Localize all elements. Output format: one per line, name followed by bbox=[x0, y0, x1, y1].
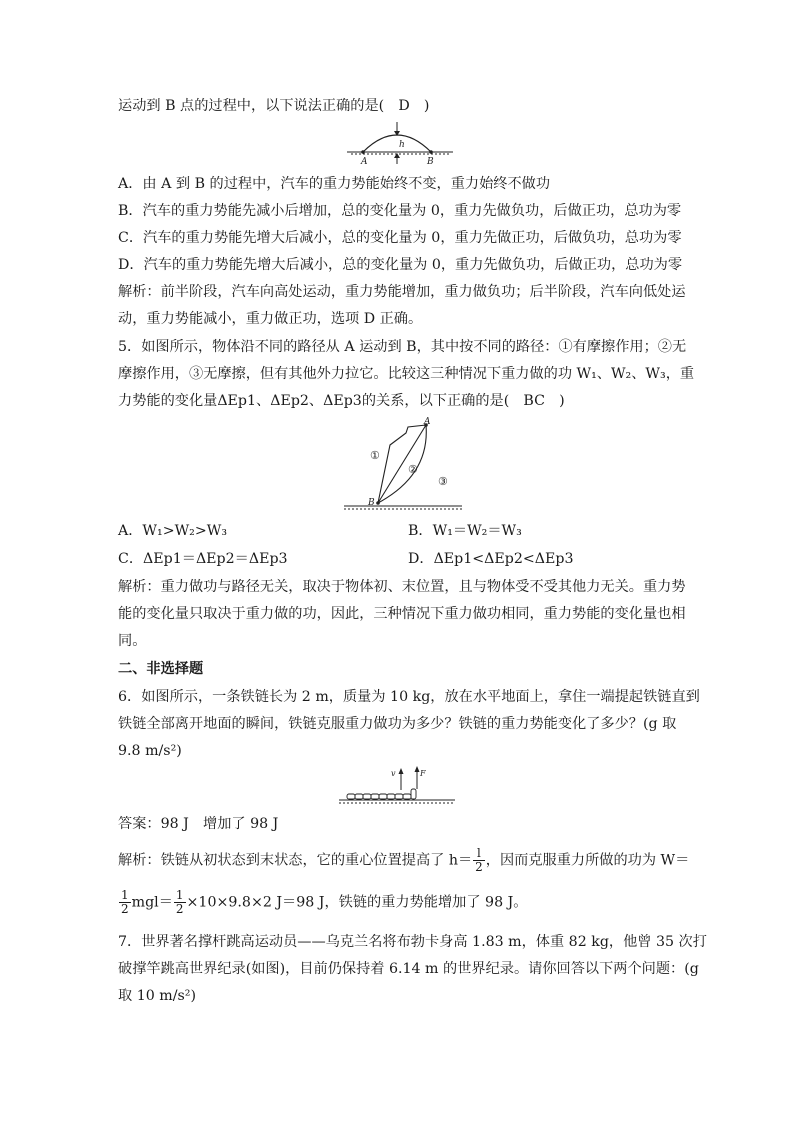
q4-analysis-line-1: 解析：前半阶段，汽车向高处运动，重力势能增加，重力做负功；后半阶段，汽车向低处运 bbox=[118, 284, 686, 300]
q4-analysis-line-2: 动，重力势能减小，重力做正功，选项 D 正确。 bbox=[118, 311, 423, 327]
q4-option-a: A．由 A 到 B 的过程中，汽车的重力势能始终不变，重力始终不做功 bbox=[118, 176, 551, 192]
q5-option-c: C．ΔEp1＝ΔEp2＝ΔEp3 bbox=[118, 551, 288, 567]
force-arrow-head bbox=[415, 766, 420, 772]
q7-stem-line-1: 7．世界著名撑杆跳高运动员——乌克兰名将布勃卡身高 1.83 m，体重 82 kg，他曾 35 次打 bbox=[118, 934, 707, 950]
q5-option-a: A．W₁>W₂>W₃ bbox=[118, 523, 228, 539]
q6-analysis-line-2 bbox=[118, 889, 528, 916]
label-h: h bbox=[399, 140, 405, 150]
q7-stem-line-2: 破撑竿跳高世界纪录(如图)，目前仍保持着 6.14 m 的世界纪录。请你回答以下两个问题：(g bbox=[118, 961, 699, 977]
fraction-one-half bbox=[119, 889, 131, 916]
label-path-2: ② bbox=[408, 463, 418, 476]
label-path-1: ① bbox=[370, 449, 380, 462]
point-b-dot bbox=[429, 150, 433, 154]
q4-option-d: D．汽车的重力势能先增大后减小，总的变化量为 0，重力先做负功，后做正功，总功为零 bbox=[118, 257, 683, 273]
point-b-dot bbox=[376, 501, 380, 505]
point-a-dot bbox=[361, 150, 365, 154]
label-path-3: ③ bbox=[438, 475, 448, 488]
q5-stem-line-1: 5．如图所示，物体沿不同的路径从 A 运动到 B，其中按不同的路径：①有摩擦作用；②无 bbox=[118, 339, 687, 355]
frac-denominator: 2 bbox=[121, 902, 129, 916]
q6-stem-line-2: 铁链全部离开地面的瞬间，铁链克服重力做功为多少？铁链的重力势能变化了多少？(g 取 bbox=[118, 716, 677, 732]
q5-stem-line-2: 摩擦作用，③无摩擦，但有其他外力拉它。比较这三种情况下重力做的功 W₁、W₂、W₃，重 bbox=[118, 366, 695, 382]
q5-analysis-line-3: 同。 bbox=[118, 633, 147, 649]
label-b: B bbox=[368, 498, 375, 508]
q6-chain-figure bbox=[335, 762, 459, 806]
q6-stem-line-3: 9.8 m/s²) bbox=[118, 743, 182, 759]
q5-paths-figure bbox=[338, 415, 466, 513]
q5-stem-line-3: 力势能的变化量ΔEp1、ΔEp2、ΔEp3的关系，以下正确的是( BC ) bbox=[118, 393, 565, 409]
velocity-arrow-head bbox=[399, 768, 404, 774]
label-v: v bbox=[391, 769, 396, 778]
frac-denominator: 2 bbox=[475, 860, 483, 874]
q6-answer: 答案：98 J 增加了 98 J bbox=[118, 816, 279, 832]
q6-stem-line-1: 6．如图所示，一条铁链长为 2 m，质量为 10 kg，放在水平地面上，拿住一端提起铁链直到 bbox=[118, 689, 700, 705]
q6-analysis-line-1 bbox=[118, 847, 689, 874]
q6-analysis-2-mid: mgl＝ bbox=[131, 894, 173, 911]
section-heading: 二、非选择题 bbox=[118, 661, 204, 677]
q4-option-c: C．汽车的重力势能先增大后减小，总的变化量为 0，重力先做正功，后做负功，总功为零 bbox=[118, 230, 682, 246]
frac-numerator: l bbox=[473, 847, 485, 861]
q6-analysis-2-post: ×10×9.8×2 J＝98 J，铁链的重力势能增加了 98 J。 bbox=[186, 894, 528, 911]
frac-numerator: 1 bbox=[175, 888, 184, 902]
label-a: A bbox=[424, 417, 431, 427]
frac-denominator: 2 bbox=[175, 902, 184, 916]
q4-intro: 运动到 B 点的过程中，以下说法正确的是( D ) bbox=[118, 98, 430, 114]
q7-stem-line-3: 取 10 m/s²) bbox=[118, 988, 196, 1004]
q5-analysis-line-1: 解析：重力做功与路径无关，取决于物体初、末位置，且与物体受不受其他力无关。重力势 bbox=[118, 579, 686, 595]
label-a: A bbox=[361, 157, 368, 166]
q5-analysis-line-2: 能的变化量只取决于重力做的功，因此，三种情况下重力做功相同，重力势能的变化量也相 bbox=[118, 606, 686, 622]
q5-option-d: D．ΔEp1<ΔEp2<ΔEp3 bbox=[408, 551, 574, 567]
q6-analysis-1-post: ，因而克服重力所做的功为 W＝ bbox=[485, 852, 690, 869]
q4-option-b: B．汽车的重力势能先减小后增加，总的变化量为 0，重力先做负功，后做正功，总功为零 bbox=[118, 203, 682, 219]
chain-links bbox=[347, 789, 416, 799]
frac-numerator: 1 bbox=[121, 888, 129, 902]
hill-arc bbox=[363, 135, 431, 152]
fraction-one-half-2 bbox=[174, 889, 186, 916]
label-b: B bbox=[427, 157, 434, 166]
q6-analysis-1-pre: 解析：铁链从初状态到末状态，它的重心位置提高了 h＝ bbox=[118, 852, 473, 869]
q5-option-b: B．W₁＝W₂＝W₃ bbox=[408, 523, 522, 539]
fraction-l-over-2 bbox=[473, 847, 485, 874]
q4-hill-figure bbox=[345, 120, 455, 166]
label-f: F bbox=[420, 769, 426, 778]
